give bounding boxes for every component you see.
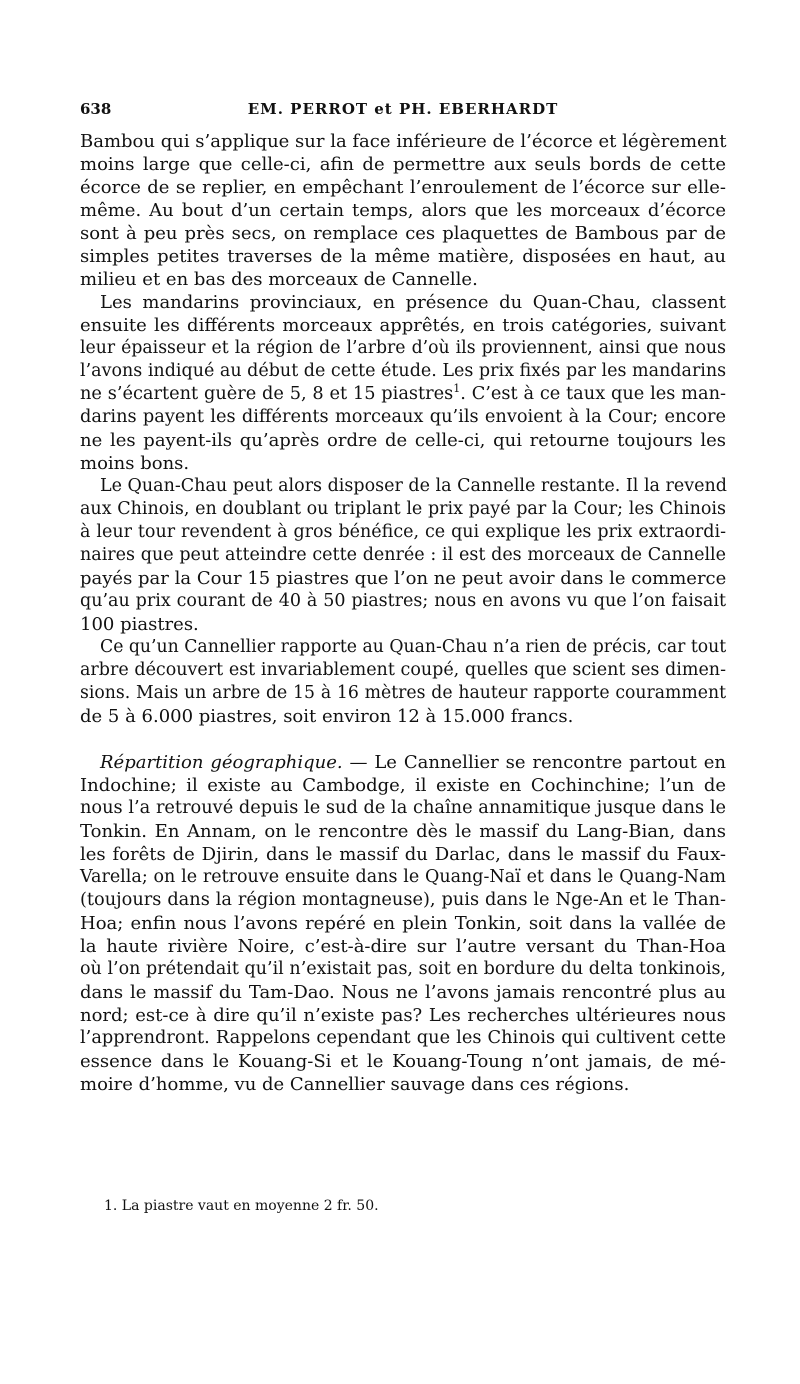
text-line: ensuite les différents morceaux apprêtés, en trois catégories, suivant: [80, 315, 726, 336]
text-line: moins large que celle-ci, afin de permettre aux seuls bords de cette: [80, 154, 726, 175]
text-line: Varella; on le retrouve ensuite dans le Quang-Naï et dans le Quang-Nam: [80, 867, 726, 887]
text-line: naires que peut atteindre cette denrée : il est des morceaux de Cannelle: [80, 545, 726, 565]
text-line: sont à peu près secs, on remplace ces plaquettes de Bambous par de: [80, 223, 726, 244]
text-segment: ne s’écartent guère de 5, 8 et 15 piastres: [80, 384, 454, 404]
text-line: nord; est-ce à dire qu’il n’existe pas? Les recherches ultérieures nous: [80, 1005, 726, 1026]
text-line: Le Quan-Chau peut alors disposer de la Cannelle restante. Il la revend: [100, 476, 727, 496]
text-line: dans le massif du Tam-Dao. Nous ne l’avons jamais rencontré plus au: [80, 982, 726, 1003]
text-line: ne les payent-ils qu’après ordre de celle-ci, qui retourne toujours les: [80, 430, 726, 451]
text-line: nous l’a retrouvé depuis le sud de la chaîne annamitique jusque dans le: [80, 798, 726, 818]
text-line: essence dans le Kouang-Si et le Kouang-Toung n’ont jamais, de mé-: [80, 1051, 726, 1072]
text-line-section-start: [80, 751, 726, 774]
text-line: sions. Mais un arbre de 15 à 16 mètres de hauteur rapporte couramment: [80, 683, 726, 703]
text-line: l’avons indiqué au début de cette étude. Les prix fixés par les mandarins: [80, 361, 727, 381]
text-line: simples petites traverses de la même matière, disposées en haut, au: [80, 246, 726, 267]
text-line: Ce qu’un Cannellier rapporte au Quan-Chau n’a rien de précis, car tout: [100, 637, 727, 657]
text-line: Hoa; enfin nous l’avons repéré en plein Tonkin, soit dans la vallée de: [80, 913, 726, 934]
text-line: 100 piastres.: [80, 614, 199, 635]
text-line: l’apprendront. Rappelons cependant que les Chinois qui cultivent cette: [80, 1028, 726, 1048]
text-line: Indochine; il existe au Cambodge, il existe en Cochinchine; l’un de: [80, 775, 726, 796]
text-line: même. Au bout d’un certain temps, alors que les morceaux d’écorce: [80, 200, 726, 221]
text-line: moins bons.: [80, 453, 190, 474]
text-line: arbre découvert est invariablement coupé, quelles que scient ses dimen-: [80, 660, 726, 680]
text-line: milieu et en bas des morceaux de Cannelle.: [80, 269, 478, 290]
footnote-marker: 1: [453, 382, 461, 396]
text-line: (toujours dans la région montagneuse), puis dans le Nge-An et le Than-: [80, 890, 726, 910]
text-line: la haute rivière Noire, c’est-à-dire sur l’autre versant du Than-Hoa: [80, 936, 726, 957]
text-line: moire d’homme, vu de Cannellier sauvage dans ces régions.: [80, 1074, 630, 1095]
text-line: Bambou qui s’applique sur la face inférieure de l’écorce et légèrement: [80, 131, 727, 152]
text-line: qu’au prix courant de 40 à 50 piastres; nous en avons vu que l’on faisait: [80, 591, 726, 611]
text-line: écorce de se replier, en empêchant l’enroulement de l’écorce sur elle-: [80, 177, 726, 198]
text-line: payés par la Cour 15 piastres que l’on ne peut avoir dans le commerce: [80, 568, 727, 589]
page-header: [80, 100, 726, 124]
text-segment: — Le Cannellier se rencontre partout en: [342, 752, 726, 773]
section-heading: Répartition géographique.: [100, 752, 343, 773]
text-line: à leur tour revendent à gros bénéfice, ce qui explique les prix extraordi-: [80, 522, 726, 542]
text-line: où l’on prétendait qu’il n’existait pas, soit en bordure du delta tonkinois,: [80, 959, 726, 979]
text-line: Tonkin. En Annam, on le rencontre dès le massif du Lang-Bian, dans: [80, 821, 726, 842]
text-line-with-footnote: [80, 383, 726, 406]
page-number: 638: [80, 100, 112, 118]
text-segment: . C’est à ce taux que les man-: [460, 384, 726, 404]
text-line: de 5 à 6.000 piastres, soit environ 12 à 15.000 francs.: [80, 706, 574, 727]
text-line: aux Chinois, en doublant ou triplant le prix payé par la Cour; les Chinois: [80, 499, 726, 519]
text-line: leur épaisseur et la région de l’arbre d’où ils proviennent, ainsi que nous: [80, 338, 726, 358]
body-text: [80, 130, 726, 1096]
text-line: Les mandarins provinciaux, en présence du Quan-Chau, classent: [100, 292, 726, 313]
footnote: 1. La piastre vaut en moyenne 2 fr. 50.: [104, 1198, 379, 1214]
running-title: EM. PERROT et PH. EBERHARDT: [247, 100, 559, 118]
text-line: darins payent les différents morceaux qu’ils envoient à la Cour; encore: [80, 407, 726, 427]
text-line: les forêts de Djirin, dans le massif du Darlac, dans le massif du Faux-: [80, 844, 726, 865]
